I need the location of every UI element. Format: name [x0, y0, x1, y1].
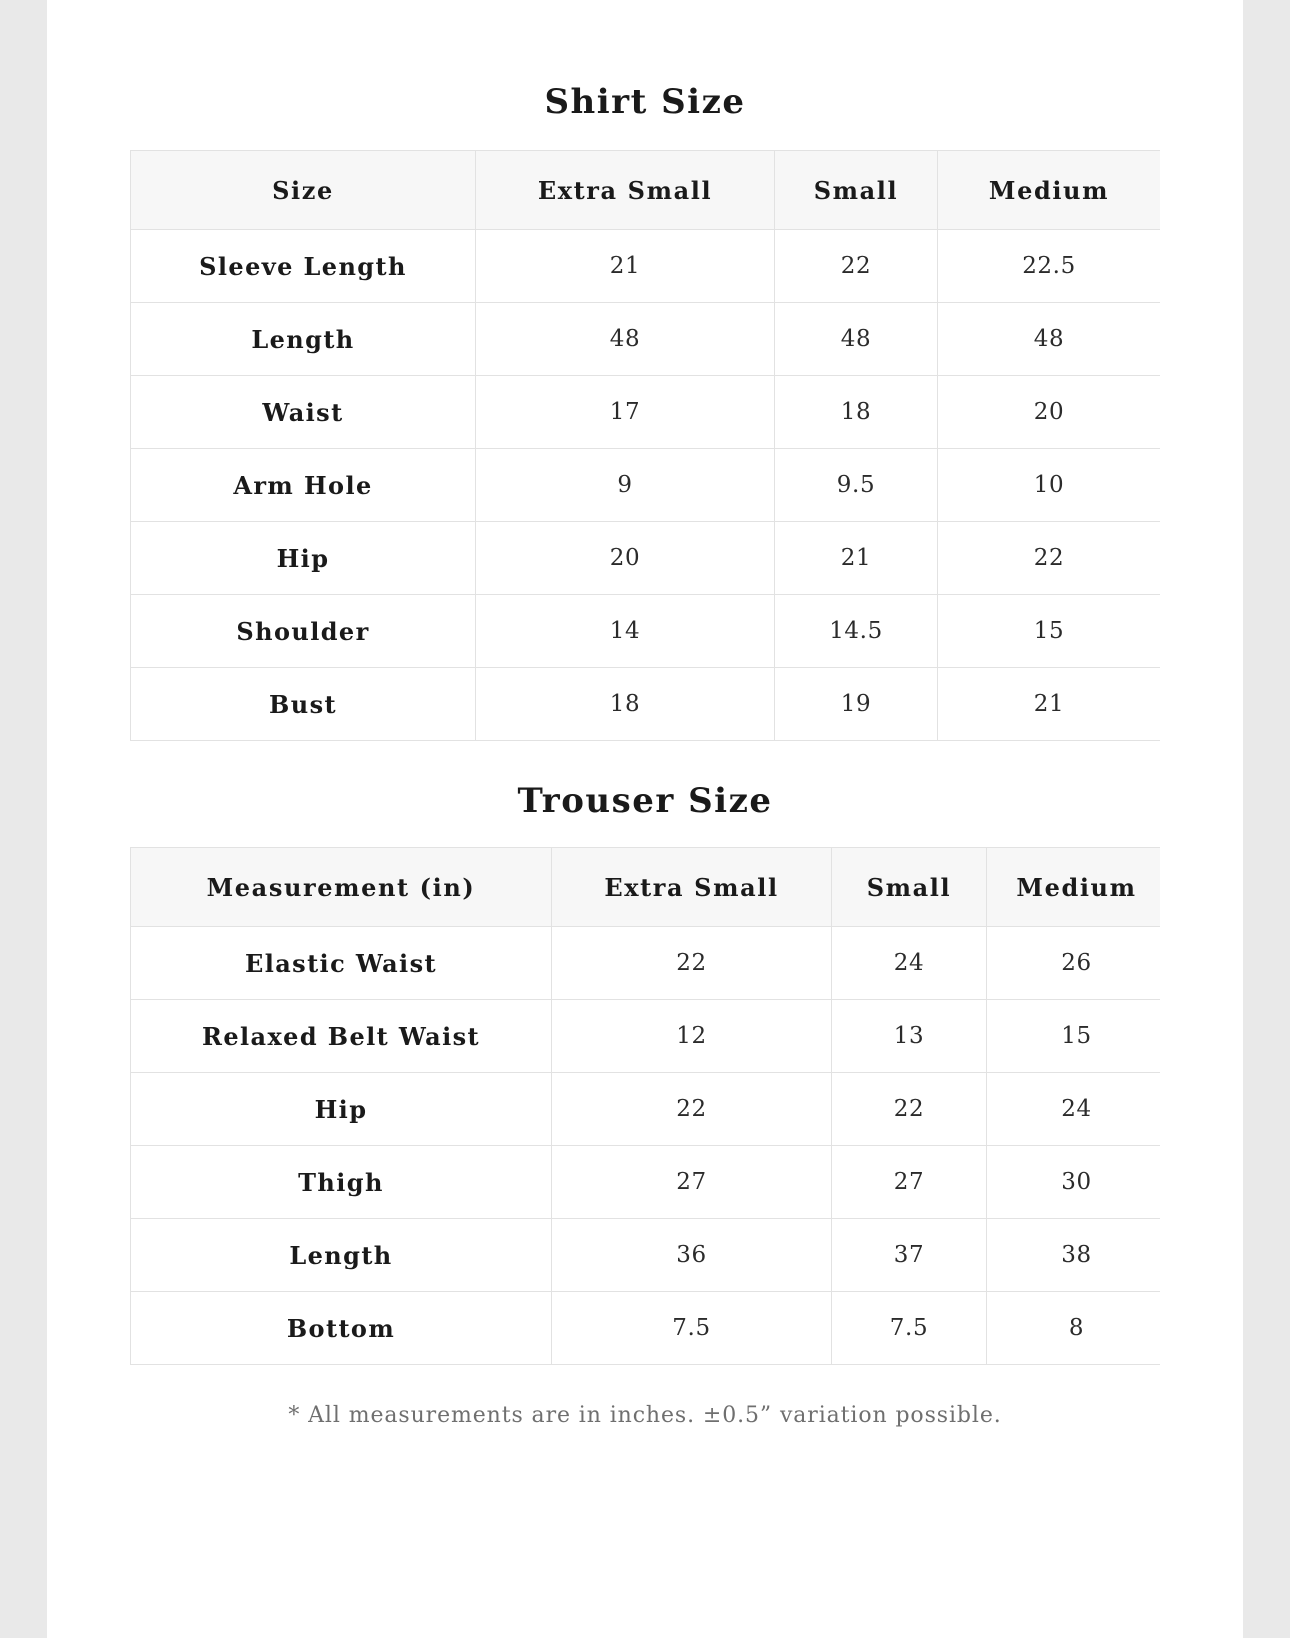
- row-label: Bust: [131, 668, 476, 741]
- size-chart-page: [47, 0, 1243, 1638]
- cell-value: 14.5: [775, 595, 938, 668]
- column-header-extra-small: Extra Small: [476, 151, 775, 230]
- cell-value: 17: [476, 376, 775, 449]
- cell-value: 48: [476, 303, 775, 376]
- table-row: [131, 449, 1161, 522]
- cell-value: 38: [987, 1219, 1161, 1292]
- cell-value: 10: [938, 449, 1161, 522]
- column-header-medium: Medium: [938, 151, 1161, 230]
- row-label: Arm Hole: [131, 449, 476, 522]
- table-header-row: [131, 848, 1161, 927]
- cell-value: 36: [552, 1219, 832, 1292]
- cell-value: 24: [987, 1073, 1161, 1146]
- row-label: Thigh: [131, 1146, 552, 1219]
- table-row: [131, 376, 1161, 449]
- trouser-size-title: Trouser Size: [517, 781, 773, 821]
- trouser-size-table: [130, 847, 1160, 1365]
- table-row: [131, 522, 1161, 595]
- cell-value: 18: [775, 376, 938, 449]
- cell-value: 15: [938, 595, 1161, 668]
- cell-value: 21: [775, 522, 938, 595]
- column-header-small: Small: [832, 848, 987, 927]
- column-header-small: Small: [775, 151, 938, 230]
- cell-value: 27: [832, 1146, 987, 1219]
- cell-value: 21: [938, 668, 1161, 741]
- table-row: [131, 668, 1161, 741]
- cell-value: 12: [552, 1000, 832, 1073]
- table-row: [131, 1219, 1161, 1292]
- cell-value: 14: [476, 595, 775, 668]
- table-row: [131, 927, 1161, 1000]
- cell-value: 24: [832, 927, 987, 1000]
- cell-value: 26: [987, 927, 1161, 1000]
- row-label: Elastic Waist: [131, 927, 552, 1000]
- shirt-table-head: [131, 151, 1161, 230]
- trouser-size-table-wrap: [130, 847, 1160, 1365]
- table-row: [131, 230, 1161, 303]
- cell-value: 15: [987, 1000, 1161, 1073]
- cell-value: 8: [987, 1292, 1161, 1365]
- row-label: Length: [131, 303, 476, 376]
- cell-value: 20: [938, 376, 1161, 449]
- cell-value: 20: [476, 522, 775, 595]
- column-header-size: Size: [131, 151, 476, 230]
- column-header-measurement: Measurement (in): [131, 848, 552, 927]
- table-row: [131, 1146, 1161, 1219]
- row-label: Hip: [131, 522, 476, 595]
- cell-value: 22: [775, 230, 938, 303]
- cell-value: 37: [832, 1219, 987, 1292]
- trouser-table-body: [131, 927, 1161, 1365]
- cell-value: 48: [938, 303, 1161, 376]
- table-row: [131, 595, 1161, 668]
- cell-value: 18: [476, 668, 775, 741]
- row-label: Hip: [131, 1073, 552, 1146]
- cell-value: 9: [476, 449, 775, 522]
- shirt-size-table-wrap: [130, 150, 1160, 741]
- cell-value: 22.5: [938, 230, 1161, 303]
- table-header-row: [131, 151, 1161, 230]
- cell-value: 48: [775, 303, 938, 376]
- column-header-extra-small: Extra Small: [552, 848, 832, 927]
- shirt-size-title: Shirt Size: [544, 82, 746, 122]
- cell-value: 22: [832, 1073, 987, 1146]
- row-label: Relaxed Belt Waist: [131, 1000, 552, 1073]
- shirt-table-body: [131, 230, 1161, 741]
- trouser-table-head: [131, 848, 1161, 927]
- row-label: Bottom: [131, 1292, 552, 1365]
- cell-value: 27: [552, 1146, 832, 1219]
- row-label: Length: [131, 1219, 552, 1292]
- row-label: Sleeve Length: [131, 230, 476, 303]
- measurement-footnote: * All measurements are in inches. ±0.5” variation possible.: [288, 1403, 1002, 1428]
- row-label: Waist: [131, 376, 476, 449]
- cell-value: 30: [987, 1146, 1161, 1219]
- cell-value: 22: [552, 1073, 832, 1146]
- table-row: [131, 303, 1161, 376]
- row-label: Shoulder: [131, 595, 476, 668]
- cell-value: 19: [775, 668, 938, 741]
- cell-value: 9.5: [775, 449, 938, 522]
- cell-value: 22: [938, 522, 1161, 595]
- cell-value: 7.5: [552, 1292, 832, 1365]
- cell-value: 22: [552, 927, 832, 1000]
- table-row: [131, 1292, 1161, 1365]
- shirt-size-table: [130, 150, 1160, 741]
- table-row: [131, 1073, 1161, 1146]
- cell-value: 7.5: [832, 1292, 987, 1365]
- table-row: [131, 1000, 1161, 1073]
- column-header-medium: Medium: [987, 848, 1161, 927]
- cell-value: 21: [476, 230, 775, 303]
- cell-value: 13: [832, 1000, 987, 1073]
